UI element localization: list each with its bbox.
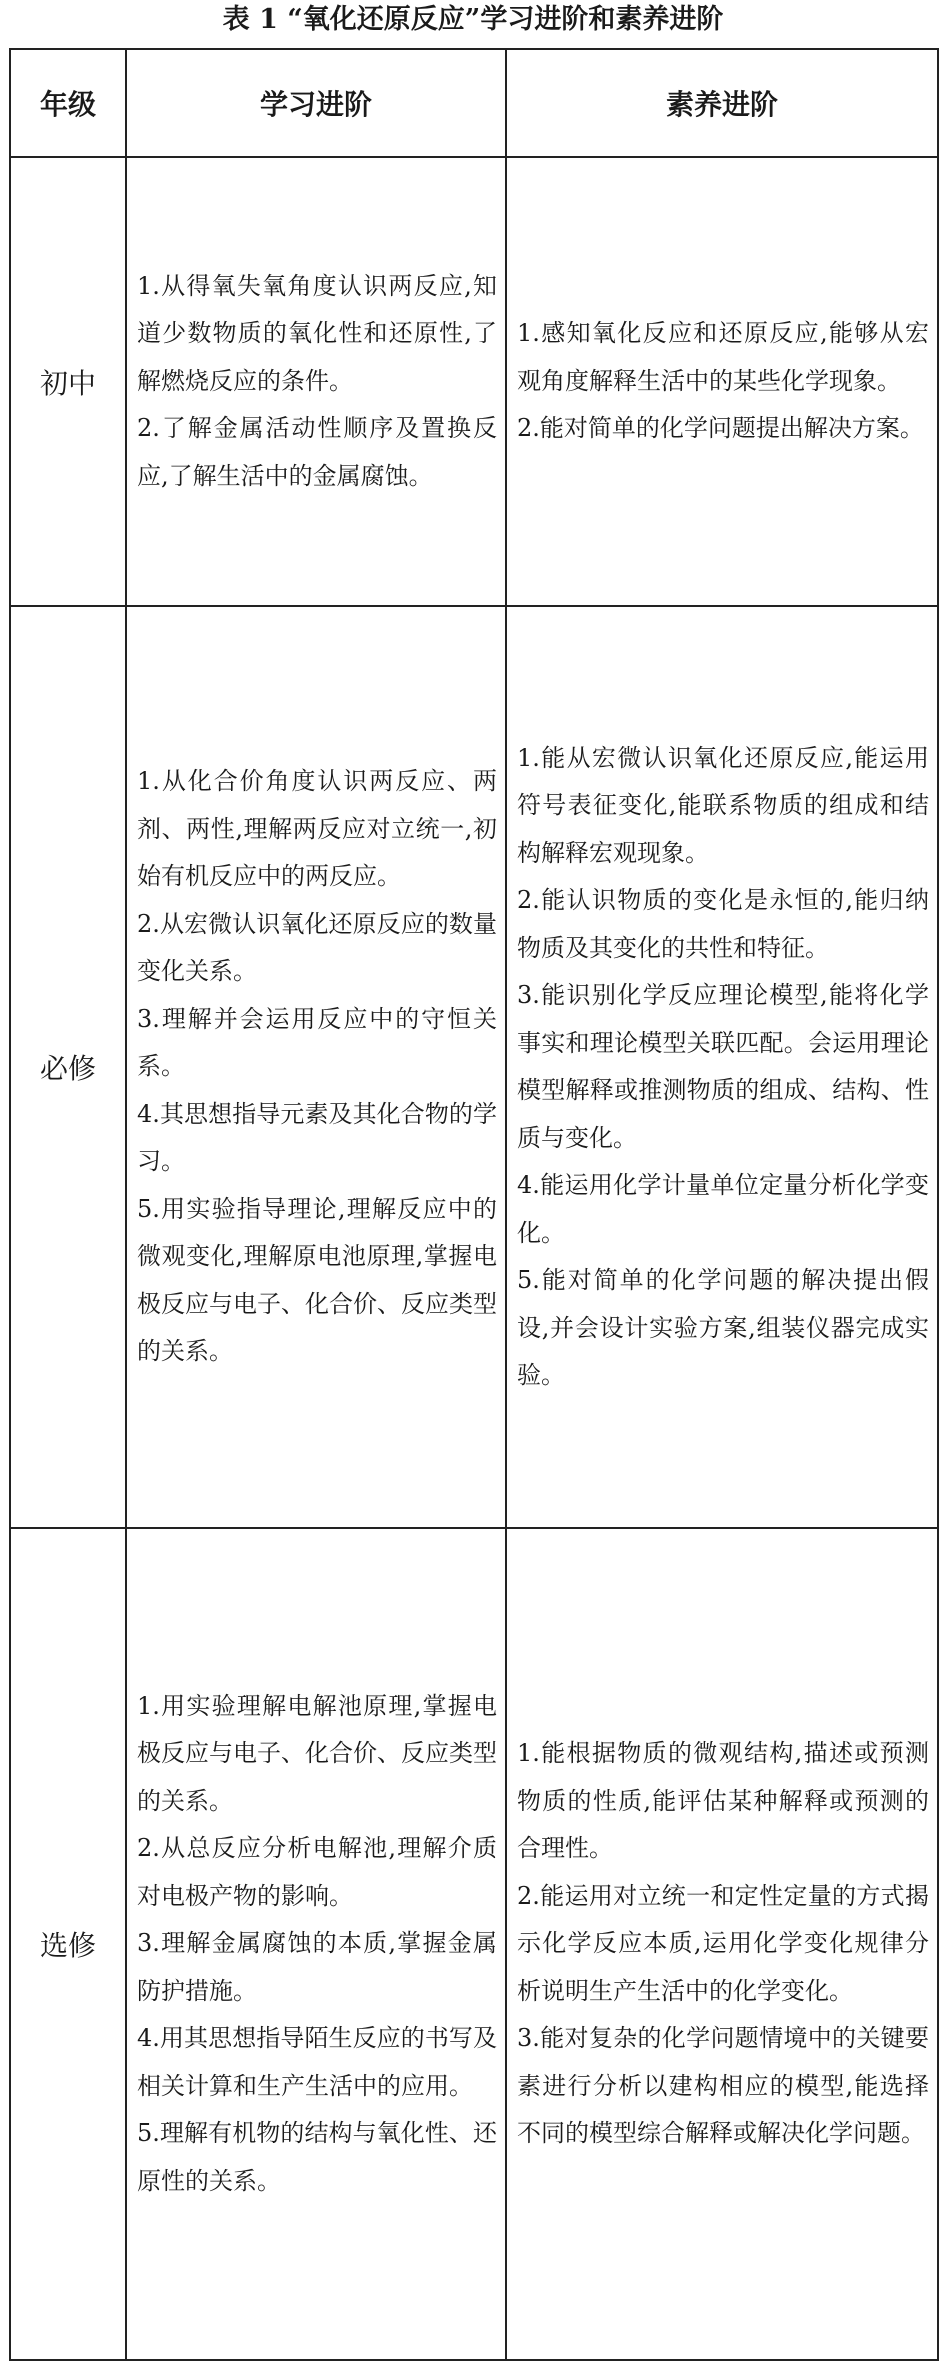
header-grade: 年级 <box>10 49 126 157</box>
learning-item: 1.从得氧失氧角度认识两反应,知道少数物质的氧化性和还原性,了解燃烧反应的条件。 <box>137 271 497 395</box>
learning-item: 2.从总反应分析电解池,理解介质对电极产物的影响。 <box>137 1834 497 1910</box>
learning-item: 3.理解金属腐蚀的本质,掌握金属防护措施。 <box>137 1929 497 2005</box>
header-learning: 学习进阶 <box>126 49 506 157</box>
learning-item: 2.了解金属活动性顺序及置换反应,了解生活中的金属腐蚀。 <box>137 414 497 490</box>
literacy-item: 1.能根据物质的微观结构,描述或预测物质的性质,能评估某种解释或预测的合理性。 <box>517 1739 929 1863</box>
header-literacy: 素养进阶 <box>506 49 938 157</box>
literacy-cell <box>506 1528 938 2360</box>
header-row <box>10 49 938 157</box>
learning-cell <box>126 606 506 1528</box>
literacy-item: 2.能对简单的化学问题提出解决方案。 <box>517 414 924 443</box>
table-row <box>10 157 938 606</box>
learning-item: 1.用实验理解电解池原理,掌握电极反应与电子、化合价、反应类型的关系。 <box>137 1691 497 1815</box>
learning-item: 5.理解有机物的结构与氧化性、还原性的关系。 <box>137 2119 497 2195</box>
literacy-item: 4.能运用化学计量单位定量分析化学变化。 <box>517 1171 929 1247</box>
learning-item: 1.从化合价角度认识两反应、两剂、两性,理解两反应对立统一,初始有机反应中的两反应。 <box>137 767 497 891</box>
literacy-item: 3.能识别化学反应理论模型,能将化学事实和理论模型关联匹配。会运用理论模型解释或推测物质的组成、结构、性质与变化。 <box>517 981 929 1152</box>
learning-item: 2.从宏微认识氧化还原反应的数量变化关系。 <box>137 909 497 986</box>
grade-cell: 选修 <box>10 1528 126 2360</box>
literacy-item: 2.能运用对立统一和定性定量的方式揭示化学反应本质,运用化学变化规律分析说明生产生活中的化学变化。 <box>517 1881 929 2005</box>
learning-item: 5.用实验指导理论,理解反应中的微观变化,理解原电池原理,掌握电极反应与电子、化合价、反应类型的关系。 <box>137 1194 497 1366</box>
literacy-cell <box>506 157 938 606</box>
literacy-item: 3.能对复杂的化学问题情境中的关键要素进行分析以建构相应的模型,能选择不同的模型综合解释或解决化学问题。 <box>517 2024 929 2148</box>
learning-cell <box>126 1528 506 2360</box>
learning-item: 3.理解并会运用反应中的守恒关系。 <box>137 1004 497 1081</box>
literacy-item: 5.能对简单的化学问题的解决提出假设,并会设计实验方案,组装仪器完成实验。 <box>517 1266 929 1389</box>
literacy-item: 1.感知氧化反应和还原反应,能够从宏观角度解释生活中的某些化学现象。 <box>517 319 929 395</box>
table-row <box>10 1528 938 2360</box>
grade-cell: 必修 <box>10 606 126 1528</box>
learning-cell <box>126 157 506 606</box>
literacy-item: 2.能认识物质的变化是永恒的,能归纳物质及其变化的共性和特征。 <box>517 886 929 962</box>
literacy-item: 1.能从宏微认识氧化还原反应,能运用符号表征变化,能联系物质的组成和结构解释宏观现象。 <box>517 743 929 867</box>
literacy-cell <box>506 606 938 1528</box>
progression-table <box>9 48 939 2361</box>
table-caption: 表 1 “氧化还原反应”学习进阶和素养进阶 <box>222 4 724 35</box>
learning-item: 4.用其思想指导陌生反应的书写及相关计算和生产生活中的应用。 <box>137 2024 497 2100</box>
table-row <box>10 606 938 1528</box>
grade-cell: 初中 <box>10 157 126 606</box>
learning-item: 4.其思想指导元素及其化合物的学习。 <box>137 1099 497 1176</box>
